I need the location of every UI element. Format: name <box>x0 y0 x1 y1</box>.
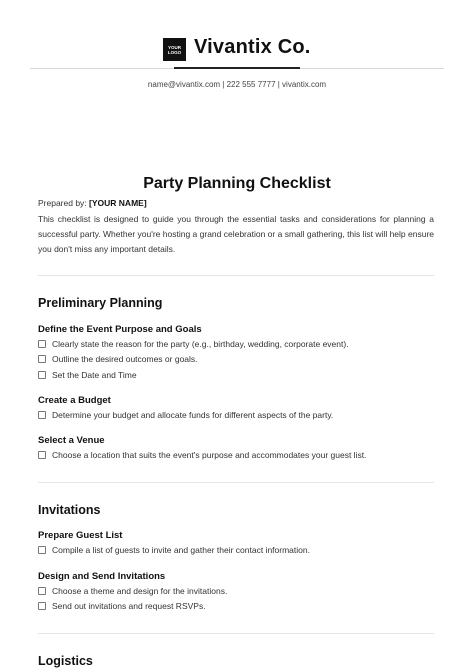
logo-text-line1: YOUR <box>167 44 181 50</box>
checklist-item-label: Choose a location that suits the event's purpose and accommodates your guest list. <box>52 450 367 460</box>
header-rule-accent <box>174 67 300 69</box>
prepared-by-name: [YOUR NAME] <box>89 198 147 208</box>
checklist-item[interactable] <box>38 370 137 380</box>
checkbox-icon[interactable] <box>38 355 46 363</box>
document-title: Party Planning Checklist <box>143 175 331 192</box>
checklist-item-label: Choose a theme and design for the invitations. <box>52 586 228 596</box>
checklist-item-label: Compile a list of guests to invite and gather their contact information. <box>52 545 310 555</box>
subheading-guest-list: Prepare Guest List <box>38 530 123 541</box>
intro-paragraph: This checklist is designed to guide you through the essential tasks and considerations for planning a successful party. Whether you're hosting a grand celebration or a small gathering, this list will help ensure you don't miss any important details. <box>38 214 434 254</box>
section-heading-invitations: Invitations <box>38 503 101 517</box>
section-divider <box>38 482 434 483</box>
checklist-item[interactable] <box>38 601 206 611</box>
checklist-item[interactable] <box>38 410 333 420</box>
section-divider <box>38 275 434 276</box>
contact-line: name@vivantix.com | 222 555 7777 | vivantix.com <box>147 80 327 89</box>
subheading-budget: Create a Budget <box>38 395 111 406</box>
section-heading-logistics: Logistics <box>38 654 93 668</box>
letterhead <box>0 38 474 64</box>
company-name: Vivantix Co. <box>194 36 311 58</box>
section-heading-preliminary: Preliminary Planning <box>38 296 163 310</box>
subheading-design-invitations: Design and Send Invitations <box>38 571 166 582</box>
checklist-item-label: Determine your budget and allocate funds for different aspects of the party. <box>52 410 334 420</box>
checklist-item[interactable] <box>38 450 366 460</box>
checklist-item-label: Send out invitations and request RSVPs. <box>52 601 206 611</box>
checklist-item-label: Set the Date and Time <box>52 370 137 380</box>
logo-text-line2: LOGO <box>167 49 182 55</box>
checklist-item[interactable] <box>38 545 310 555</box>
checkbox-icon[interactable] <box>38 451 46 459</box>
checklist-item-label: Outline the desired outcomes or goals. <box>52 354 198 364</box>
checkbox-icon[interactable] <box>38 340 46 348</box>
subheading-venue: Select a Venue <box>38 435 105 446</box>
subheading-purpose: Define the Event Purpose and Goals <box>38 324 202 335</box>
prepared-by <box>38 198 147 208</box>
company-logo <box>163 38 186 61</box>
checkbox-icon[interactable] <box>38 411 46 419</box>
section-divider <box>38 633 434 634</box>
checkbox-icon[interactable] <box>38 546 46 554</box>
checklist-item[interactable] <box>38 586 227 596</box>
checkbox-icon[interactable] <box>38 371 46 379</box>
checklist-item[interactable] <box>38 339 349 349</box>
checkbox-icon[interactable] <box>38 602 46 610</box>
prepared-by-label: Prepared by: <box>38 198 87 208</box>
checkbox-icon[interactable] <box>38 587 46 595</box>
checklist-item-label: Clearly state the reason for the party (e.g., birthday, wedding, corporate event). <box>52 339 349 349</box>
checklist-item[interactable] <box>38 354 198 364</box>
